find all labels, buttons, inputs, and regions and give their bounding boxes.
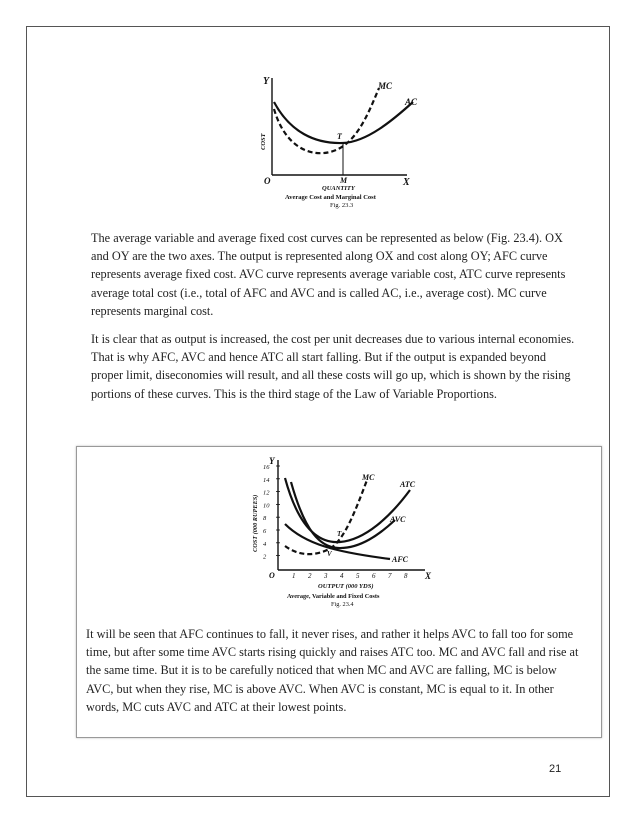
fig2-mc-label: MC: [362, 473, 375, 482]
fig2-origin-label: O: [269, 571, 275, 580]
fig1-origin-label: O: [264, 176, 271, 186]
fig2-x-tick-label: 8: [404, 572, 408, 580]
fig2-y-tick-label: 6: [263, 528, 267, 535]
figure-23-3-svg: [255, 72, 425, 212]
fig2-v-label: V: [327, 550, 332, 558]
fig2-cost-label: COST (000 RUPEES): [252, 494, 259, 552]
fig1-ac-curve: [274, 102, 413, 143]
fig1-quantity-label: QUANTITY: [322, 185, 355, 192]
figure-23-4-svg: [245, 452, 455, 612]
fig2-y-tick-label: 16: [263, 464, 270, 471]
fig2-x-tick-label: 1: [292, 572, 296, 580]
fig2-y-tick-label: 4: [263, 540, 267, 548]
fig2-x-tick-label: 2: [308, 572, 312, 580]
fig1-x-label: X: [403, 177, 410, 188]
fig2-avc-label: AVC: [390, 515, 406, 524]
fig2-y-tick-label: 2: [263, 553, 267, 561]
fig1-y-label: Y: [263, 76, 270, 87]
fig2-output-label: OUTPUT (000 YDS): [318, 583, 374, 590]
fig2-atc-label: ATC: [400, 480, 416, 489]
fig1-t-label: T: [337, 132, 342, 141]
fig2-atc-curve: [285, 478, 410, 542]
fig2-afc-label: AFC: [392, 555, 409, 564]
fig2-x-tick-label: 4: [340, 572, 344, 580]
figure-23-4: [245, 452, 455, 612]
fig2-y-tick-label: 10: [263, 502, 270, 510]
fig2-y-tick-label: 12: [263, 489, 270, 497]
fig1-ac-label: AC: [405, 97, 418, 107]
fig2-x-tick-label: 5: [356, 572, 360, 580]
fig1-mc-label: MC: [378, 81, 393, 91]
paragraph-afc-avc: It will be seen that AFC continues to fall, it never rises, and rather it helps AVC to fall too for some time, but after some time AVC starts rising quickly and raises ATC too. MC and AVC fall and rise at the same time. But it is to be carefully noticed that when MC and AVC are falling, MC is below AVC, but when they rise, MC is above AVC. When AVC is constant, MC is equal to it. In other words, MC cuts AVC and ATC at their lowest points.: [86, 627, 579, 714]
fig2-mc-curve: [285, 480, 367, 554]
fig2-x-tick-label: 6: [372, 572, 376, 580]
fig2-y-tick-label: 14: [263, 476, 270, 484]
figure-23-3: [255, 72, 425, 212]
fig2-x-tick-label: 3: [324, 572, 328, 580]
fig1-fig-number: Fig. 23.3: [330, 202, 354, 209]
fig2-fig-number: Fig. 23.4: [331, 601, 354, 608]
paragraph-cost-curves: The average variable and average fixed cost curves can be represented as below (Fig. 23.4). OX and OY are the two axes. The output is represented along OX and cost along OY; AFC curve represents average fixed cost. AVC curve represents average variable cost, ATC curve represents average total cost (i.e., total of AFC and AVC and is called AC, i.e., average cost). MC curve represents marginal cost.: [91, 231, 566, 318]
fig2-ticks: [263, 464, 408, 580]
fig2-caption: Average, Variable and Fixed Costs: [287, 593, 380, 600]
fig1-cost-label: COST: [260, 133, 267, 150]
fig2-t-label: T: [337, 530, 342, 538]
fig1-m-label: M: [340, 176, 348, 185]
fig1-mc-curve: [274, 88, 379, 153]
paragraph-economies: It is clear that as output is increased, the cost per unit decreases due to various internal economies. That is why AFC, AVC and hence ATC all start falling. But if the output is expanded beyond proper limit, diseconomies will result, and all these costs will go up, which is shown by the rising portions of these curves. This is the third stage of the Law of Variable Proportions.: [91, 332, 575, 401]
fig2-x-label: X: [425, 571, 432, 581]
fig1-caption: Average Cost and Marginal Cost: [285, 194, 376, 201]
fig2-y-label: Y: [269, 456, 275, 466]
fig2-x-tick-label: 7: [388, 572, 392, 580]
fig2-y-tick-label: 8: [263, 515, 267, 523]
page-number: 21: [549, 763, 562, 775]
